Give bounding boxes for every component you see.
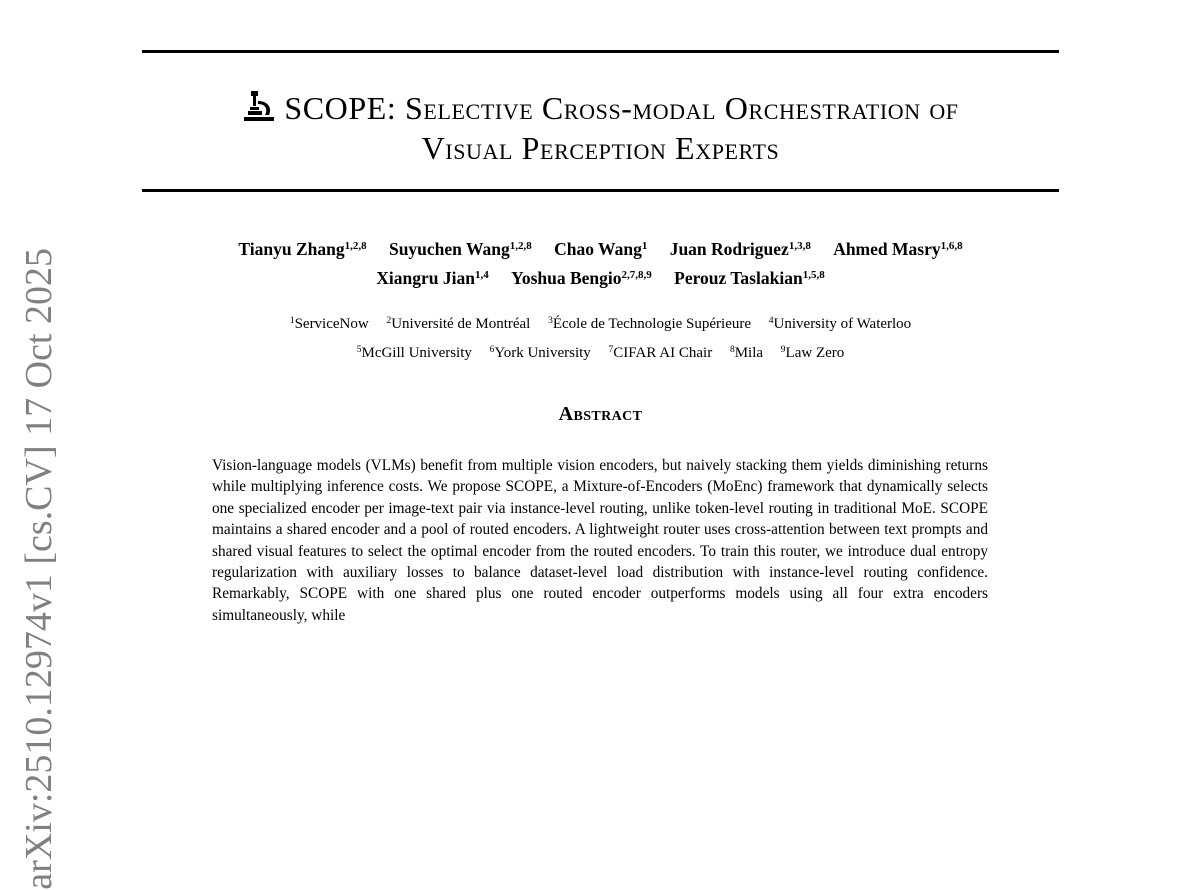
affiliation: $^9$Law Zero: [780, 345, 845, 361]
abstract-text: Vision-language models (VLMs) benefit from multiple vision encoders, but naively stacking them yields diminishing returns while multiplying inference costs. We propose SCOPE, a Mixture-of-Encoders (MoEnc) framework that dynamically selects one specialized encoder per image-text pair via instance-level routing, unlike token-level routing in traditional MoE. SCOPE maintains a shared encoder and a pool of routed encoders. A lightweight router uses cross-attention between text prompts and shared visual features to select the optimal encoder from the routed encoders. To train this router, we introduce dual entropy regularization with auxiliary losses to balance dataset-level load distribution with instance-level routing confidence. Remarkably, SCOPE with one shared plus one routed encoder outperforms models using all four extra encoders simultaneously, while: [212, 457, 988, 624]
author: Xiangru Jian$^{1,4}$: [376, 268, 489, 288]
abstract-heading: Abstract: [558, 403, 643, 425]
top-rule: [142, 50, 1059, 53]
arxiv-stamp-text: arXiv:2510.12974v1 [cs.CV] 17 Oct 2025: [18, 248, 60, 890]
affiliation: $^5$McGill University: [356, 345, 472, 361]
arxiv-stamp: [16, 248, 62, 890]
microscope-icon: [242, 89, 276, 123]
author: Tianyu Zhang$^{1,2,8}$: [238, 239, 367, 259]
affiliation: $^2$Université de Montréal: [386, 316, 531, 332]
author: Yoshua Bengio$^{2,7,8,9}$: [511, 268, 652, 288]
author: Ahmed Masry$^{1,6,8}$: [833, 239, 963, 259]
affiliation: $^8$Mila: [729, 345, 764, 361]
affiliation-list: [142, 310, 1059, 368]
affiliation: $^3$École de Technologie Supérieure: [548, 316, 752, 332]
author: Juan Rodriguez$^{1,3,8}$: [669, 239, 811, 259]
title-line-2: Visual Perception Experts: [421, 130, 780, 166]
title-line-1: SCOPE: Selective Cross-modal Orchestration of: [284, 90, 959, 126]
affiliation: $^1$ServiceNow: [289, 316, 369, 332]
bottom-rule: [142, 189, 1059, 192]
paper-title: [142, 88, 1059, 168]
author: Chao Wang$^1$: [554, 239, 648, 259]
author: Perouz Taslakian$^{1,5,8}$: [674, 268, 825, 288]
affiliation: $^7$CIFAR AI Chair: [608, 345, 713, 361]
author-list: [142, 235, 1059, 293]
affiliation: $^6$York University: [489, 345, 591, 361]
affiliation: $^4$University of Waterloo: [768, 316, 912, 332]
author: Suyuchen Wang$^{1,2,8}$: [388, 239, 532, 259]
